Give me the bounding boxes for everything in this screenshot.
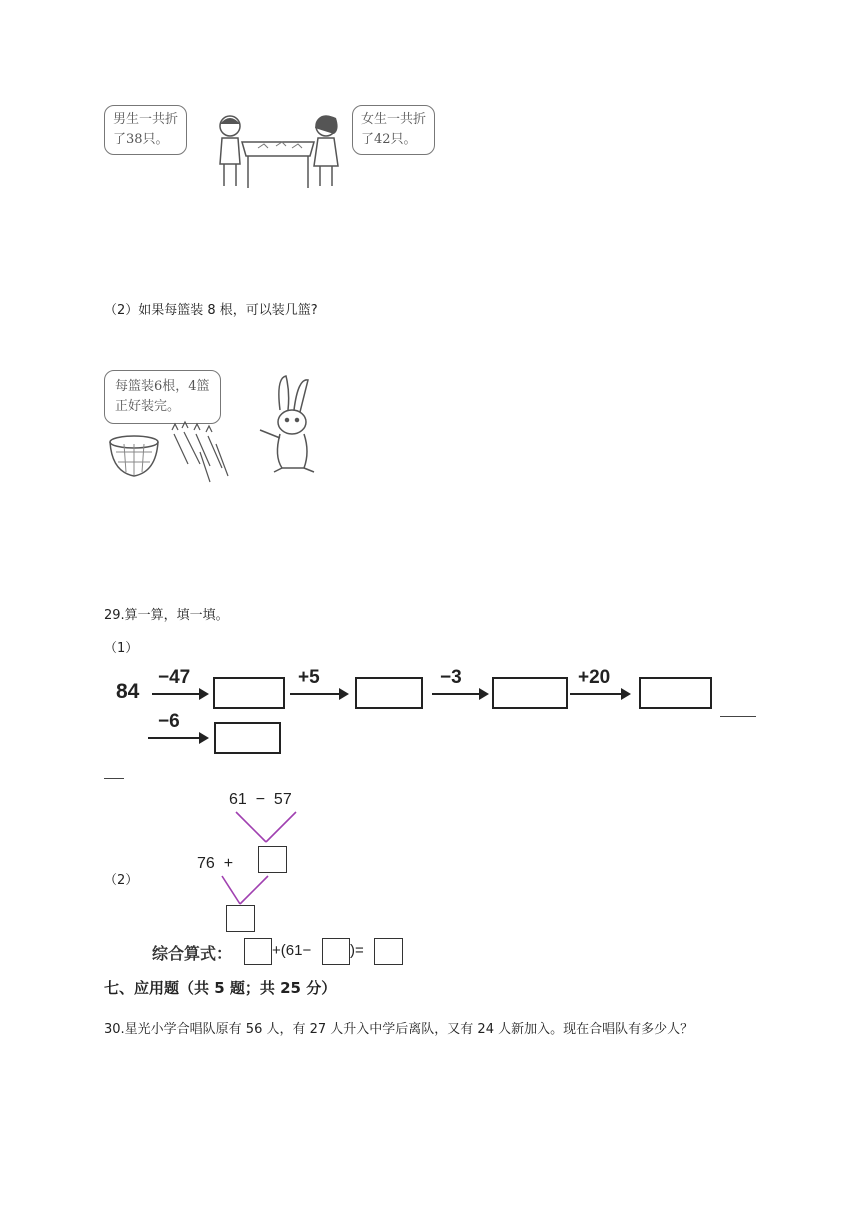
chain-arrow-4 [570, 693, 628, 695]
q29-title: 29.算一算，填一填。 [104, 608, 229, 623]
chain-op-1: −47 [158, 667, 191, 688]
chain-arrow-1 [152, 693, 206, 695]
bubble-girls-line2: 了42只。 [361, 132, 417, 147]
chain-op-5: −6 [158, 711, 180, 732]
tree-box-bottom[interactable] [226, 905, 255, 932]
formula-middle-text: +(61− [272, 942, 312, 959]
bubble-boys-line2: 了38只。 [113, 132, 169, 147]
chain-op-3: −3 [440, 667, 462, 688]
section-7-heading: 七、应用题（共 5 题；共 25 分） [104, 979, 337, 997]
q29-part2-label: （2） [104, 873, 139, 888]
children-folding-illustration [196, 104, 356, 194]
formula-box-3[interactable] [374, 938, 403, 965]
q29-part1-label: （1） [104, 641, 139, 656]
bubble-girls-line1: 女生一共折 [361, 112, 427, 127]
bubble-rabbit-line2: 正好装完。 [115, 399, 181, 414]
tree-top-expression: 61 − 57 [229, 791, 292, 808]
bubble-boys [104, 105, 187, 155]
chain-arrow-2 [290, 693, 346, 695]
formula-box-2[interactable] [322, 938, 350, 965]
chain-op-2: +5 [298, 667, 320, 688]
tree-box-middle[interactable] [258, 846, 287, 873]
chain-answer-box-2[interactable] [355, 677, 423, 709]
chain-arrow-3 [432, 693, 486, 695]
chain-start-number: 84 [116, 680, 140, 703]
chain-answer-box-3[interactable] [492, 677, 568, 709]
formula-box-1[interactable] [244, 938, 272, 965]
chain-arrow-5 [148, 737, 206, 739]
bubble-boys-line1: 男生一共折 [113, 112, 179, 127]
bubble-rabbit-line1: 每篮装6根，4篮 [115, 379, 210, 394]
tree-mid-expression: 76 + [197, 855, 234, 872]
chain-answer-box-5[interactable] [214, 722, 281, 754]
formula-label: 综合算式： [152, 944, 233, 963]
q30-text: 30.星光小学合唱队原有 56 人，有 27 人升入中学后离队，又有 24 人新加入。现在合唱队有多少人？ [104, 1022, 694, 1037]
formula-end-text: )= [350, 942, 364, 959]
bubble-girls [352, 105, 435, 155]
answer-blank-line-2 [104, 778, 124, 779]
answer-blank-line [720, 716, 756, 717]
chain-op-4: +20 [578, 667, 611, 688]
q28-2-question: （2）如果每篮装 8 根，可以装几篮? [104, 303, 318, 318]
chain-answer-box-4[interactable] [639, 677, 712, 709]
rabbit-carrots-illustration [104, 372, 334, 490]
chain-answer-box-1[interactable] [213, 677, 285, 709]
